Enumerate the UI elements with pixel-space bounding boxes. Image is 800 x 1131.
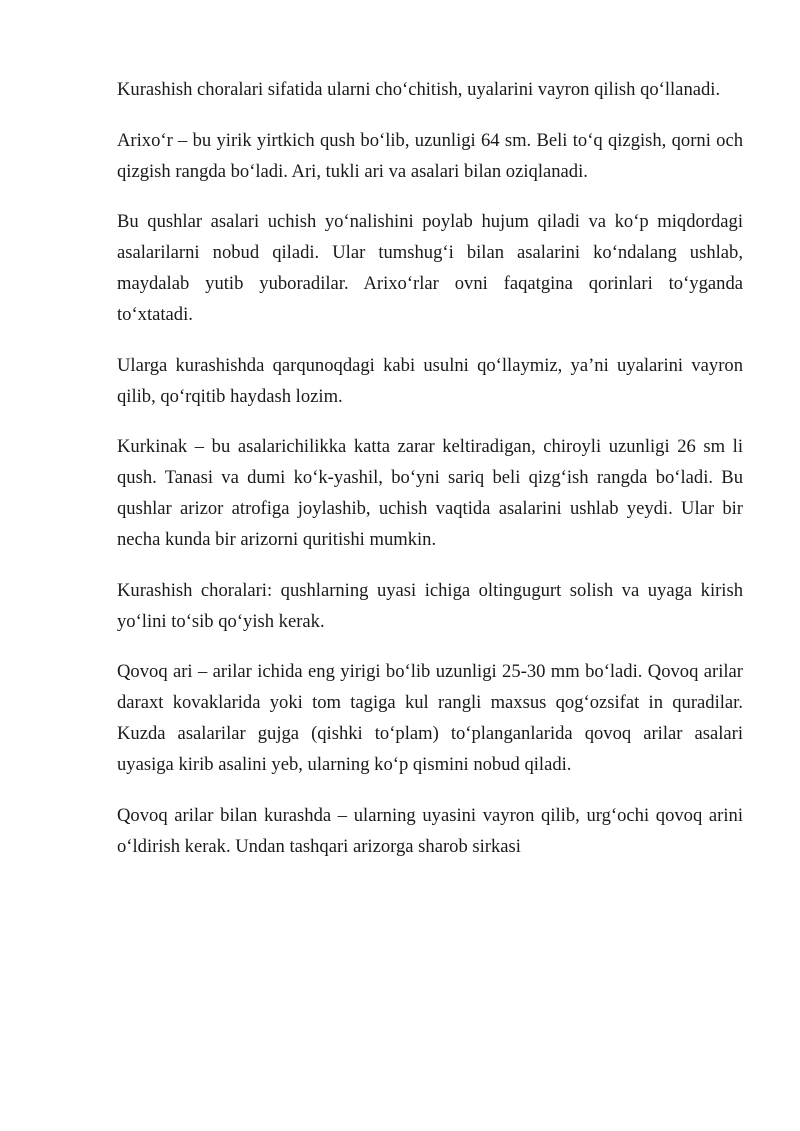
paragraph-2: Arixo‘r – bu yirik yirtkich qush bo‘lib, uzunligi 64 sm. Beli to‘q qizgish, qorni och qizgish rangda bo‘ladi. Ari, tukli ari va asalari bilan oziqlanadi. xyxy=(117,129,743,182)
paragraph-3: Bu qushlar asalari uchish yo‘nalishini poylab hujum qiladi va ko‘p miqdordagi asalarilarni nobud qiladi. Ular tumshug‘i bilan asalarini ko‘ndalang ushlab, maydalab yutib yuboradilar. Arixo‘rlar ovni faqatgina qorinlari to‘yganda to‘xtatadi. xyxy=(117,211,743,325)
paragraph-4: Ularga kurashishda qarqunoqdagi kabi usulni qo‘llaymiz, ya’ni uyalarini vayron qilib, qo‘rqitib haydash lozim. xyxy=(117,354,743,407)
paragraph-8: Qovoq arilar bilan kurashda – ularning uyasini vayron qilib, urg‘ochi qovoq arini o‘ldirish kerak. Undan tashqari arizorga sharob sirkasi xyxy=(117,804,743,857)
document-page xyxy=(117,74,743,881)
paragraph-6: Kurashish choralari: qushlarning uyasi ichiga oltingugurt solish va uyaga kirish yo‘lini to‘sib qo‘yish kerak. xyxy=(117,579,743,632)
paragraph-1: Kurashish choralari sifatida ularni cho‘chitish, uyalarini vayron qilish qo‘llanadi. xyxy=(117,79,721,100)
paragraph-7: Qovoq ari – arilar ichida eng yirigi bo‘lib uzunligi 25-30 mm bo‘ladi. Qovoq arilar daraxt kovaklarida yoki tom tagiga kul rangli maxsus qog‘ozsifat in quradilar. Kuzda asalarilar gujga (qishki to‘plam) to‘planganlarida qovoq arilar asalari uyasiga kirib asalini yeb, ularning ko‘p qismini nobud qiladi. xyxy=(117,661,743,775)
paragraph-5: Kurkinak – bu asalarichilikka katta zarar keltiradigan, chiroyli uzunligi 26 sm li qush. Tanasi va dumi ko‘k-yashil, bo‘yni sariq beli qizg‘ish rangda bo‘ladi. Bu qushlar arizor atrofiga joylashib, uchish vaqtida asalarini ushlab yeydi. Ular bir necha kunda bir arizorni quritishi mumkin. xyxy=(117,436,743,550)
